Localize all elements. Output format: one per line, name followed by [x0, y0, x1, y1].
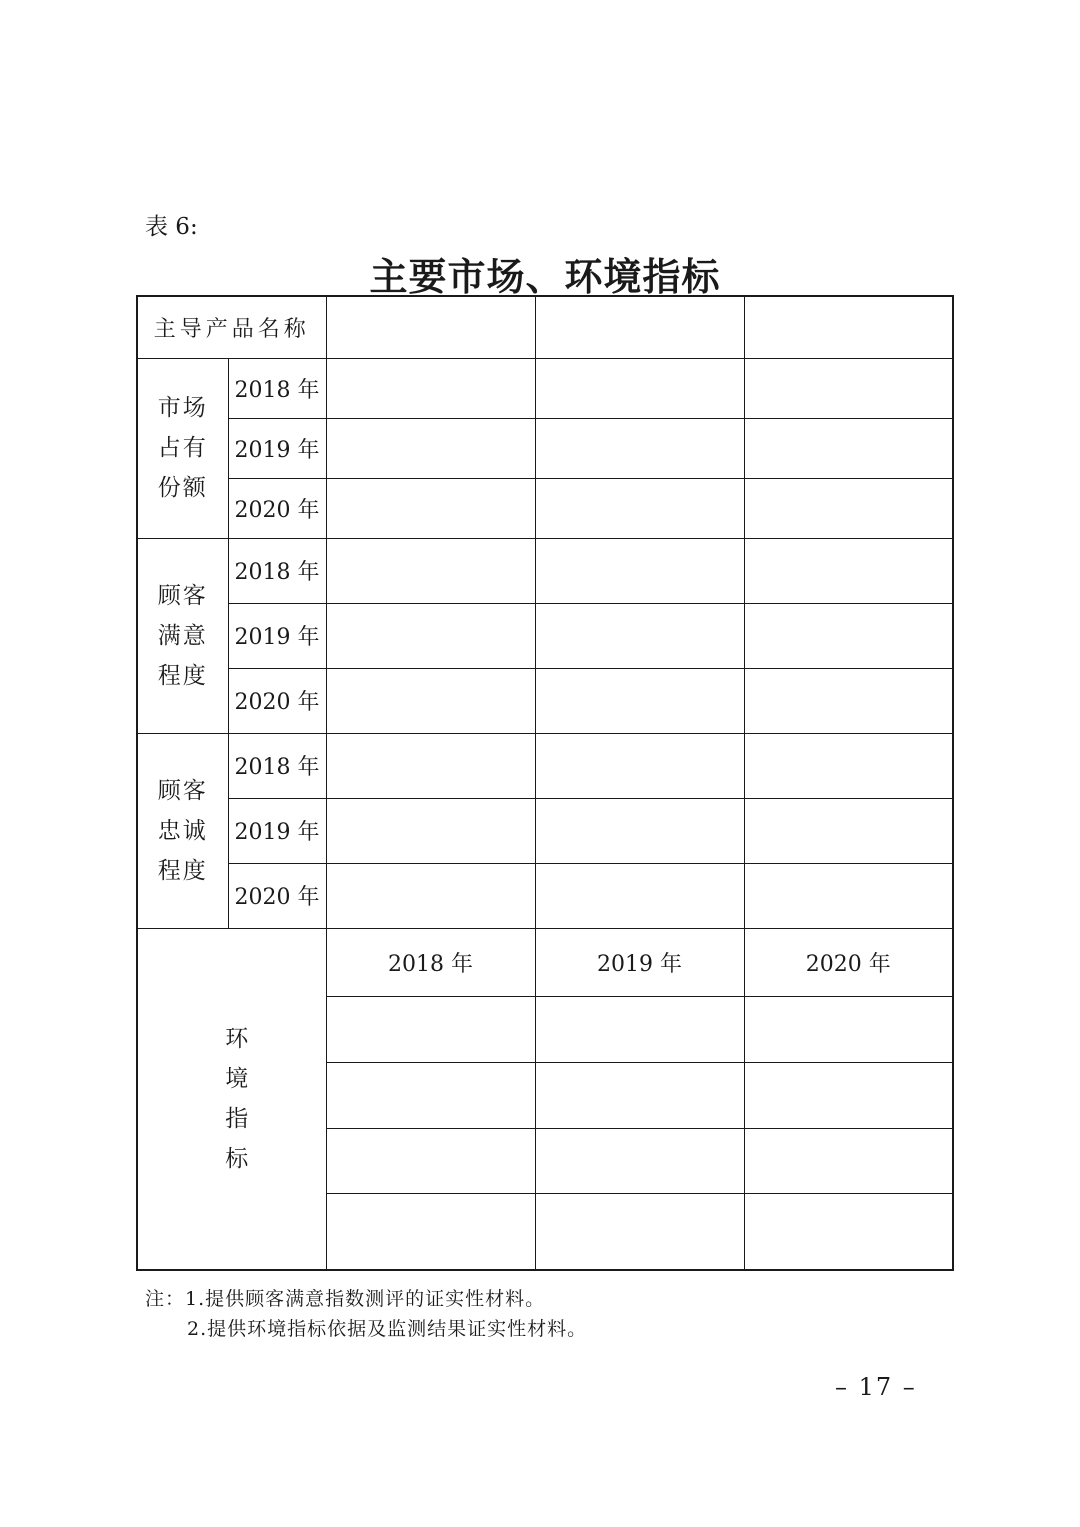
environment-indicator-label: 环境指标 — [137, 928, 326, 1270]
indicator-table — [136, 295, 954, 1271]
note-2: 2.提供环境指标依据及监测结果证实性材料。 — [187, 1318, 588, 1340]
customer-satisfaction-label: 顾客满意程度 — [137, 538, 228, 733]
year-label: 2018 年 — [228, 538, 326, 603]
data-cell — [535, 1128, 744, 1193]
data-cell — [326, 538, 535, 603]
table-row — [137, 863, 953, 928]
data-cell — [535, 798, 744, 863]
notes — [145, 1284, 587, 1344]
data-cell — [326, 798, 535, 863]
year-label: 2020 年 — [228, 668, 326, 733]
data-cell — [535, 603, 744, 668]
data-cell — [744, 1062, 953, 1128]
data-cell — [744, 668, 953, 733]
data-cell — [326, 418, 535, 478]
data-cell — [326, 668, 535, 733]
data-cell — [744, 1128, 953, 1193]
data-cell — [744, 603, 953, 668]
table-row — [137, 418, 953, 478]
data-cell — [535, 1193, 744, 1270]
product-cell — [326, 296, 535, 358]
product-cell — [535, 296, 744, 358]
market-share-label: 市场占有份额 — [137, 358, 228, 538]
data-cell — [326, 1193, 535, 1270]
data-cell — [326, 733, 535, 798]
data-cell — [535, 358, 744, 418]
table-row — [137, 603, 953, 668]
data-cell — [326, 863, 535, 928]
environment-year-header: 2020 年 — [744, 928, 953, 996]
data-cell — [744, 358, 953, 418]
data-cell — [535, 668, 744, 733]
data-cell — [326, 358, 535, 418]
page-title: 主要市场、环境指标 — [369, 254, 721, 299]
table-label: 表 6: — [145, 214, 198, 240]
environment-header-row — [137, 928, 953, 996]
data-cell — [744, 733, 953, 798]
year-label: 2018 年 — [228, 733, 326, 798]
table-row — [137, 733, 953, 798]
table-row — [137, 478, 953, 538]
data-cell — [535, 478, 744, 538]
data-cell — [326, 478, 535, 538]
product-cell — [744, 296, 953, 358]
data-cell — [535, 1062, 744, 1128]
page-number: – 17 – — [835, 1373, 917, 1401]
table-row — [137, 538, 953, 603]
environment-year-header: 2019 年 — [535, 928, 744, 996]
customer-loyalty-label: 顾客忠诚程度 — [137, 733, 228, 928]
data-cell — [744, 1193, 953, 1270]
data-cell — [744, 538, 953, 603]
year-label: 2020 年 — [228, 863, 326, 928]
data-cell — [744, 996, 953, 1062]
data-cell — [744, 863, 953, 928]
data-cell — [535, 418, 744, 478]
data-cell — [744, 798, 953, 863]
data-cell — [326, 1062, 535, 1128]
data-cell — [535, 538, 744, 603]
data-cell — [535, 996, 744, 1062]
year-label: 2018 年 — [228, 358, 326, 418]
data-cell — [326, 603, 535, 668]
data-cell — [744, 418, 953, 478]
data-cell — [535, 863, 744, 928]
year-label: 2019 年 — [228, 418, 326, 478]
data-cell — [535, 733, 744, 798]
product-name-label: 主导产品名称 — [137, 296, 326, 358]
year-label: 2019 年 — [228, 798, 326, 863]
table-row — [137, 798, 953, 863]
environment-year-header: 2018 年 — [326, 928, 535, 996]
data-cell — [326, 1128, 535, 1193]
data-cell — [744, 478, 953, 538]
data-cell — [326, 996, 535, 1062]
table-row — [137, 358, 953, 418]
product-row — [137, 296, 953, 358]
note-1: 注：1.提供顾客满意指数测评的证实性材料。 — [145, 1288, 546, 1310]
year-label: 2019 年 — [228, 603, 326, 668]
year-label: 2020 年 — [228, 478, 326, 538]
table-row — [137, 668, 953, 733]
